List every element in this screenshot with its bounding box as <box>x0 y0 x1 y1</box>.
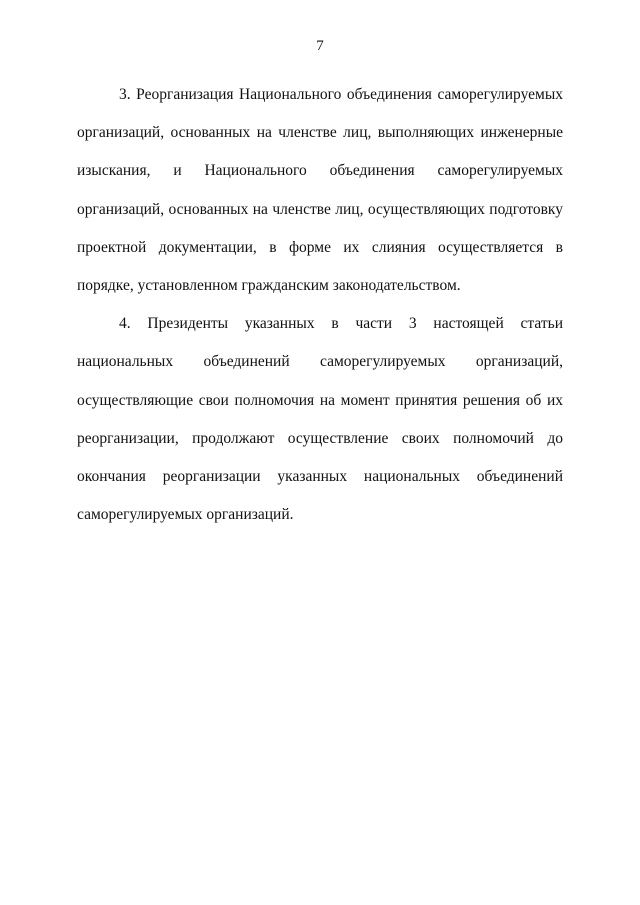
page-number: 7 <box>316 38 324 54</box>
paragraph-3: 3. Реорганизация Национального объединения саморегулируемых организаций, основанных на членстве лиц, выполняющих инженерные изыскания, и Национального объединения саморегулируемых организаций, основанных на членстве лиц, осуществляющих подготовку проектной документации, в форме их слияния осуществляется в порядке, установленном гражданским законодательством. <box>77 86 563 295</box>
paragraph-4: 4. Президенты указанных в части 3 настоящей статьи национальных объединений саморегулируемых организаций, осуществляющие свои полномочия на момент принятия решения об их реорганизации, продолжают осуществление своих полномочий до окончания реорганизации указанных национальных объединений саморегулируемых организаций. <box>77 315 563 524</box>
document-body <box>77 76 563 534</box>
